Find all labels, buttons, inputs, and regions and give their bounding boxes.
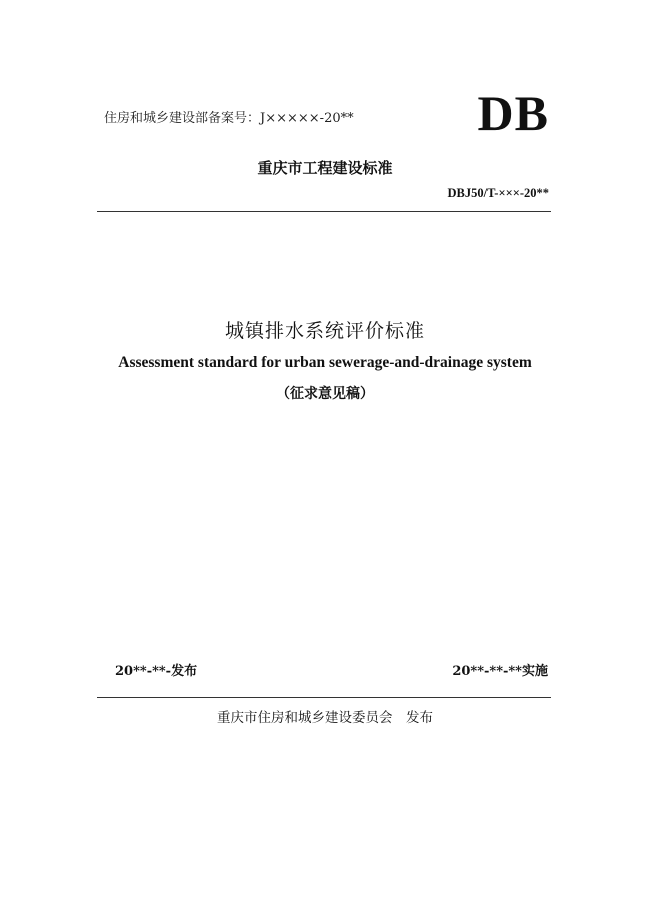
standard-mark: DB [477, 85, 549, 141]
filing-number: 住房和城乡建设部备案号：J×××××-20** [104, 111, 354, 126]
effective-date: 20**-**-**实施 [452, 664, 548, 679]
footer-divider [97, 697, 551, 698]
publisher: 重庆市住房和城乡建设委员会 发布 [217, 710, 433, 726]
title-chinese: 城镇排水系统评价标准 [224, 320, 425, 342]
standard-number: DBJ50/T-×××-20** [447, 186, 549, 200]
title-english: Assessment standard for urban sewerage-and-drainage system [118, 354, 532, 371]
draft-status: （征求意见稿） [276, 386, 374, 402]
header-divider [97, 211, 551, 212]
issue-date: 20**-**-发布 [115, 664, 198, 679]
standard-type: 重庆市工程建设标准 [257, 159, 393, 177]
